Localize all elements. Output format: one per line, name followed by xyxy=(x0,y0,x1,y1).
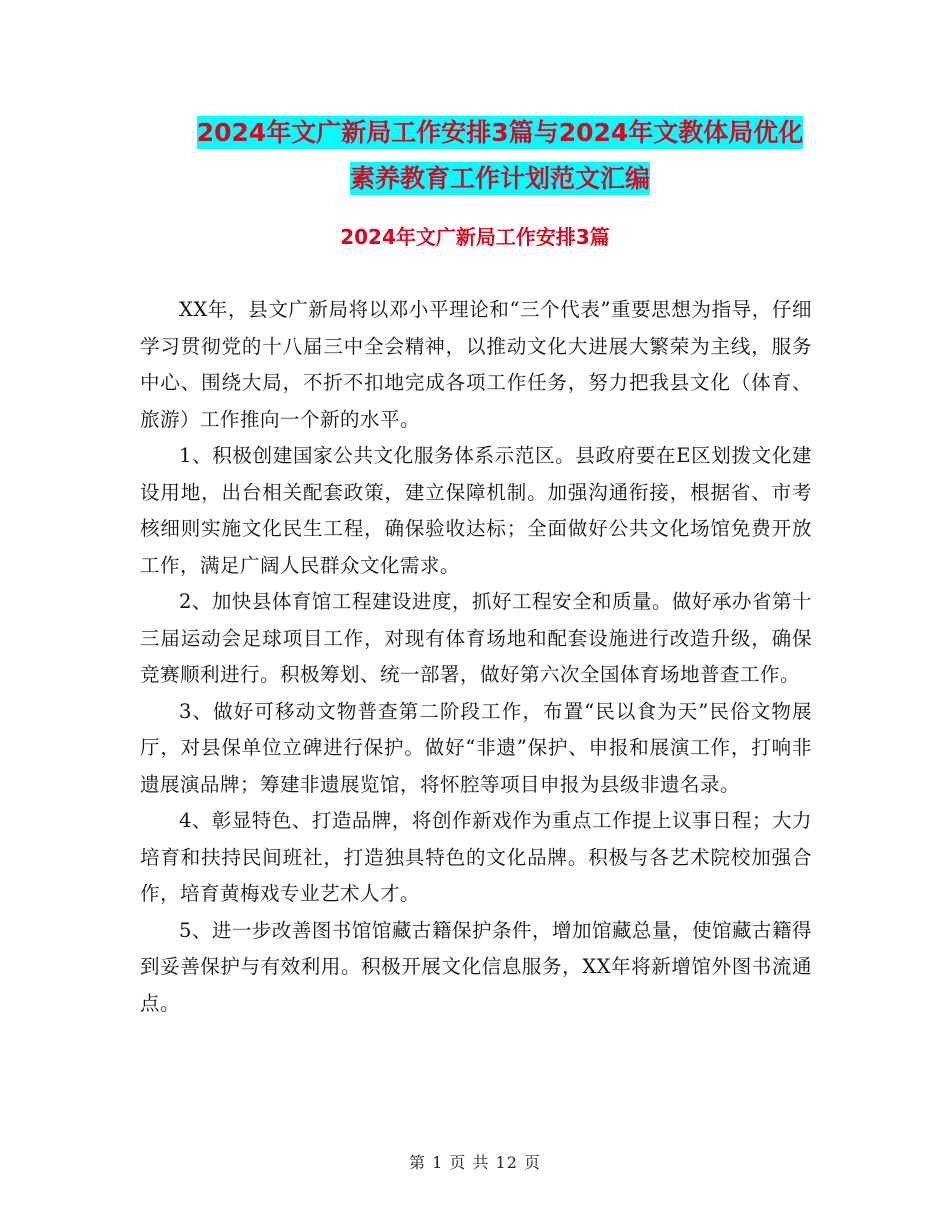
paragraph-item-5: 5、进一步改善图书馆馆藏古籍保护条件，增加馆藏总量，使馆藏古籍得到妥善保护与有效利用。积极开展文化信息服务，XX年将新增馆外图书流通点。 xyxy=(140,918,812,1015)
paragraph-item-4: 4、彰显特色、打造品牌，将创作新戏作为重点工作提上议事日程；大力培育和扶持民间班社，打造独具特色的文化品牌。积极与各艺术院校加强合作，培育黄梅戏专业艺术人才。 xyxy=(140,809,812,905)
paragraph-item-1: 1、积极创建国家公共文化服务体系示范区。县政府要在E区划拨文化建设用地，出台相关配套政策，建立保障机制。加强沟通衔接，根据省、市考核细则实施文化民生工程，确保验收达标；全面做好公共文化场馆免费开放工作，满足广阔人民群众文化需求。 xyxy=(140,444,812,577)
paragraph-item-2: 2、加快县体育馆工程建设进度，抓好工程安全和质量。做好承办省第十三届运动会足球项目工作，对现有体育场地和配套设施进行改造升级，确保竞赛顺利进行。积极筹划、统一部署，做好第六次全国体育场地普查工作。 xyxy=(140,590,812,686)
paragraph-item-3: 3、做好可移动文物普查第二阶段工作，布置“民以食为天”民俗文物展厅，对县保单位立碑进行保护。做好“非遗”保护、申报和展演工作，打响非遗展演品牌；筹建非遗展览馆，将怀腔等项目申报为县级非遗名录。 xyxy=(140,699,812,796)
document-body xyxy=(140,292,812,1022)
document-title-line-2: 素养教育工作计划范文汇编 xyxy=(349,164,650,193)
document-title xyxy=(140,110,860,202)
paragraph-intro: XX年，县文广新局将以邓小平理论和“三个代表”重要思想为指导，仔细学习贯彻党的十八届三中全会精神，以推动文化大进展大繁荣为主线，服务中心、围绕大局，不折不扣地完成各项工作任务，努力把我县文化（体育、旅游）工作推向一个新的水平。 xyxy=(140,298,812,431)
document-title-line-1: 2024年文广新局工作安排3篇与2024年文教体局优化 xyxy=(196,118,804,147)
page-footer: 第 1 页 共 12 页 xyxy=(409,1153,541,1172)
section-title: 2024年文广新局工作安排3篇 xyxy=(340,225,610,249)
